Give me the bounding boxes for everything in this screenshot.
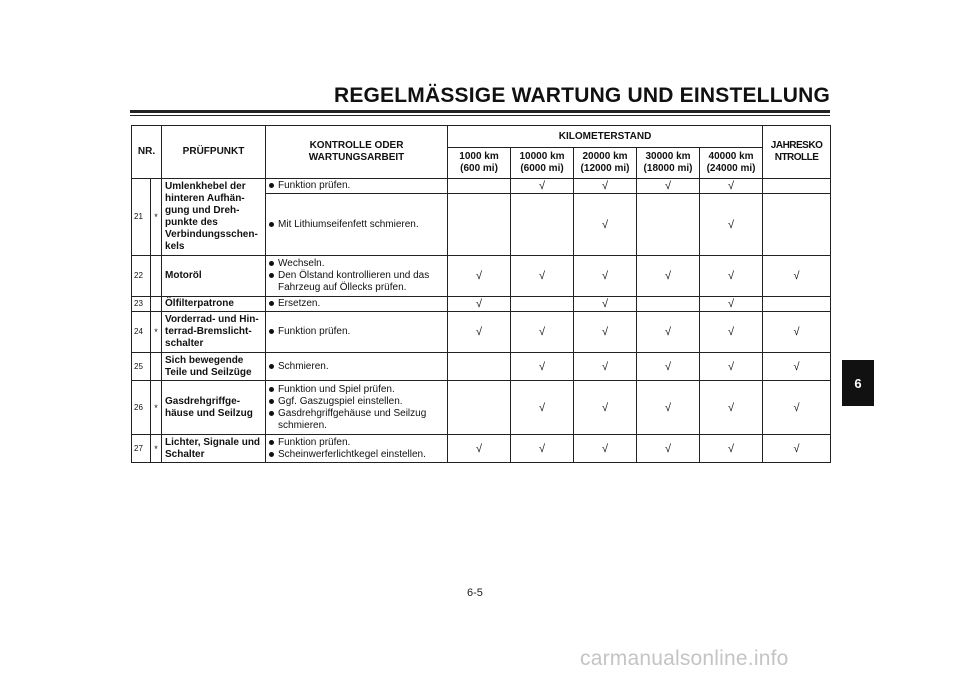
header-km-5: 40000 km (24000 mi) — [700, 148, 763, 179]
header-kontrolle: KONTROLLE ODER WARTUNGSARBEIT — [266, 126, 448, 179]
interval-check-cell — [763, 297, 831, 312]
row-item: Sich bewegende Teile und Seilzüge — [162, 353, 266, 381]
action-item: Ggf. Gaszugspiel einstellen. — [269, 396, 444, 408]
interval-check-cell: √ — [448, 435, 511, 463]
interval-check-cell: √ — [700, 179, 763, 194]
interval-check-cell: √ — [574, 435, 637, 463]
interval-check-cell: √ — [700, 381, 763, 435]
interval-check-cell: √ — [511, 256, 574, 297]
row-number: 23 — [132, 297, 151, 312]
row-actions — [266, 297, 448, 312]
interval-check-cell: √ — [574, 256, 637, 297]
interval-check-cell: √ — [511, 312, 574, 353]
row-star — [151, 256, 162, 297]
action-item: Scheinwerferlichtkegel einstellen. — [269, 449, 444, 461]
interval-check-cell: √ — [574, 297, 637, 312]
interval-check-cell — [511, 194, 574, 256]
row-star: * — [151, 381, 162, 435]
row-number: 21 — [132, 179, 151, 256]
row-number: 26 — [132, 381, 151, 435]
row-star: * — [151, 435, 162, 463]
interval-check-cell: √ — [511, 353, 574, 381]
row-actions — [266, 381, 448, 435]
header-km-4: 30000 km (18000 mi) — [637, 148, 700, 179]
chapter-tab: 6 — [842, 360, 874, 406]
interval-check-cell — [448, 194, 511, 256]
table-row — [132, 256, 831, 297]
interval-check-cell: √ — [574, 179, 637, 194]
interval-check-cell: √ — [511, 179, 574, 194]
interval-check-cell: √ — [574, 194, 637, 256]
action-item: Funktion prüfen. — [269, 437, 444, 449]
row-item: Gasdrehgriffge-häuse und Seilzug — [162, 381, 266, 435]
action-item: Funktion prüfen. — [269, 180, 444, 192]
interval-check-cell: √ — [700, 256, 763, 297]
row-actions — [266, 194, 448, 256]
interval-check-cell: √ — [574, 312, 637, 353]
interval-check-cell: √ — [637, 312, 700, 353]
row-actions — [266, 435, 448, 463]
title-rule-thick — [130, 110, 830, 113]
page-number: 6-5 — [467, 587, 483, 599]
interval-check-cell: √ — [637, 381, 700, 435]
interval-check-cell: √ — [448, 256, 511, 297]
title-rule-thin — [130, 115, 830, 116]
interval-check-cell: √ — [700, 297, 763, 312]
watermark: carmanualsonline.info — [580, 647, 789, 670]
action-item: Gasdrehgriffgehäuse und Seilzug schmieren. — [269, 408, 444, 432]
maintenance-table — [131, 125, 831, 463]
header-km-1: 1000 km (600 mi) — [448, 148, 511, 179]
row-star — [151, 353, 162, 381]
interval-check-cell: √ — [763, 312, 831, 353]
action-item: Den Ölstand kontrollieren und das Fahrzeug auf Öllecks prüfen. — [269, 270, 444, 294]
row-actions — [266, 312, 448, 353]
interval-check-cell: √ — [637, 353, 700, 381]
row-actions — [266, 256, 448, 297]
interval-check-cell: √ — [637, 256, 700, 297]
row-number: 24 — [132, 312, 151, 353]
row-item: Vorderrad- und Hin-terrad-Bremslicht-schalter — [162, 312, 266, 353]
interval-check-cell — [763, 179, 831, 194]
table-row — [132, 312, 831, 353]
row-star: * — [151, 179, 162, 256]
action-item: Ersetzen. — [269, 298, 444, 310]
header-kilometerstand: KILOMETERSTAND — [448, 126, 763, 148]
interval-check-cell: √ — [763, 256, 831, 297]
action-item: Funktion und Spiel prüfen. — [269, 384, 444, 396]
interval-check-cell — [637, 297, 700, 312]
table-row — [132, 179, 831, 194]
interval-check-cell: √ — [700, 435, 763, 463]
interval-check-cell: √ — [637, 179, 700, 194]
action-item: Wechseln. — [269, 258, 444, 270]
table-row — [132, 353, 831, 381]
interval-check-cell: √ — [700, 312, 763, 353]
action-item: Funktion prüfen. — [269, 326, 444, 338]
row-item: Umlenkhebel der hinteren Aufhän-gung und Dreh-punkte des Verbindungsschen-kels — [162, 179, 266, 256]
interval-check-cell: √ — [763, 353, 831, 381]
table-row — [132, 435, 831, 463]
table-row — [132, 297, 831, 312]
interval-check-cell: √ — [700, 194, 763, 256]
interval-check-cell: √ — [574, 381, 637, 435]
row-number: 27 — [132, 435, 151, 463]
row-star — [151, 297, 162, 312]
interval-check-cell: √ — [511, 435, 574, 463]
page-title: REGELMÄSSIGE WARTUNG UND EINSTELLUNG — [333, 84, 830, 107]
row-item: Motoröl — [162, 256, 266, 297]
header-km-3: 20000 km (12000 mi) — [574, 148, 637, 179]
row-number: 25 — [132, 353, 151, 381]
action-item: Mit Lithiumseifenfett schmieren. — [269, 219, 444, 231]
action-item: Schmieren. — [269, 361, 444, 373]
interval-check-cell: √ — [448, 297, 511, 312]
interval-check-cell: √ — [763, 435, 831, 463]
interval-check-cell — [763, 194, 831, 256]
row-star: * — [151, 312, 162, 353]
interval-check-cell: √ — [637, 435, 700, 463]
interval-check-cell: √ — [448, 312, 511, 353]
interval-check-cell — [448, 179, 511, 194]
interval-check-cell — [637, 194, 700, 256]
row-actions — [266, 353, 448, 381]
header-km-2: 10000 km (6000 mi) — [511, 148, 574, 179]
interval-check-cell — [448, 353, 511, 381]
interval-check-cell: √ — [763, 381, 831, 435]
row-actions — [266, 179, 448, 194]
interval-check-cell — [511, 297, 574, 312]
header-nr: NR. — [132, 126, 162, 179]
interval-check-cell: √ — [574, 353, 637, 381]
row-number: 22 — [132, 256, 151, 297]
table-body — [132, 179, 831, 463]
header-jahreskontrolle: JAHRESKO NTROLLE — [763, 126, 831, 179]
interval-check-cell — [448, 381, 511, 435]
row-item: Lichter, Signale und Schalter — [162, 435, 266, 463]
interval-check-cell: √ — [700, 353, 763, 381]
table-row — [132, 381, 831, 435]
interval-check-cell: √ — [511, 381, 574, 435]
header-pruefpunkt: PRÜFPUNKT — [162, 126, 266, 179]
row-item: Ölfilterpatrone — [162, 297, 266, 312]
